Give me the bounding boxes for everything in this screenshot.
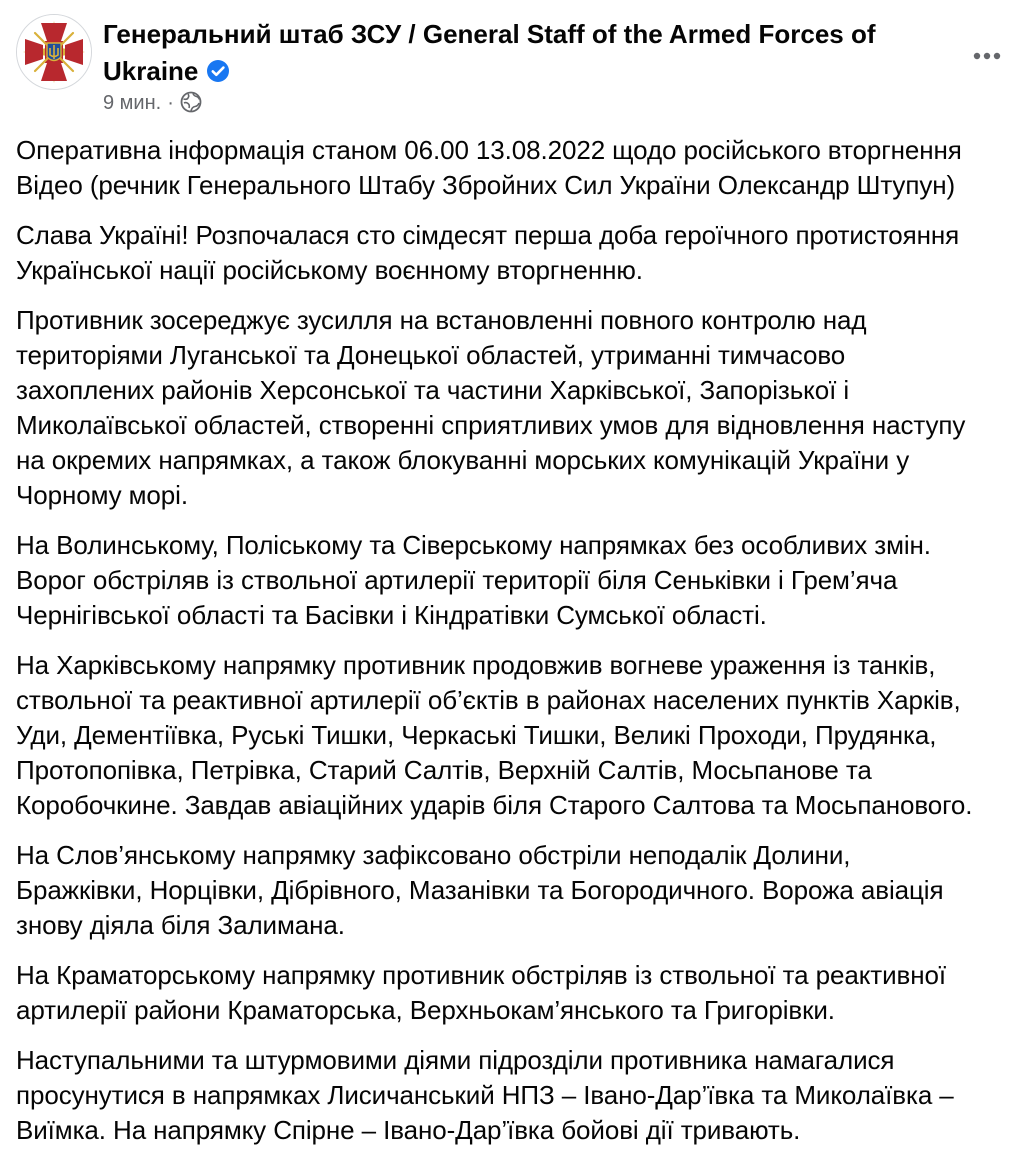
post-paragraph: Противник зосереджує зусилля на встановленні повного контролю над територіями Луганської та Донецької областей, утриманні тимчасово захоплених районів Херсонської та частини Харківської, Запорізької і Миколаївської областей, створенні сприятливих умов для відновлення наступу на окремих напрямках, а також блокуванні морських комунікацій України у Чорному морі. bbox=[16, 305, 966, 510]
armed-forces-emblem-icon bbox=[17, 15, 91, 89]
post-paragraph: Слава Україні! Розпочалася сто сімдесят перша доба героїчного протистояння Української нації російському воєнному вторгненню. bbox=[16, 220, 960, 285]
post-paragraph: Оперативна інформація станом 06.00 13.08.2022 щодо російського вторгнення Відео (речник Генерального Штабу Збройних Сил України Олександр Штупун) bbox=[16, 135, 962, 200]
meta-separator: · bbox=[167, 92, 174, 114]
more-options-button[interactable] bbox=[965, 34, 1009, 78]
post-paragraph: На Краматорському напрямку противник обстріляв із ствольної та реактивної артилерії райони Краматорська, Верхньокам’янського та Григорівки. bbox=[16, 960, 946, 1025]
post-meta bbox=[103, 90, 202, 116]
post-header bbox=[16, 14, 1009, 118]
post-paragraph: На Харківському напрямку противник продовжив вогневе ураження із танків, ствольної та реактивної артилерії об’єктів в районах населених пунктів Харків, Уди, Дементіївка, Руські Тишки, Черкаські Тишки, Великі Проходи, Прудянка, Протопопівка, Петрівка, Старий Салтів, Верхній Салтів, Мосьпанове та Коробочкине. Завдав авіаційних ударів біля Старого Салтова та Мосьпанового. bbox=[16, 650, 973, 820]
globe-icon[interactable] bbox=[180, 91, 202, 113]
post-paragraph: Наступальними та штурмовими діями підрозділи противника намагалися просунутися в напрямках Лисичанський НПЗ – Івано-Дар’ївка та Миколаївка – Виїмка. На напрямку Спірне – Івано-Дар’ївка бойові дії тривають. bbox=[16, 1045, 954, 1145]
page-avatar[interactable] bbox=[16, 14, 92, 90]
post-timestamp[interactable]: 9 мин. bbox=[103, 92, 162, 114]
post-paragraph: На Слов’янському напрямку зафіксовано обстріли неподалік Долини, Бражківки, Норцівки, Дібрівного, Мазанівки та Богородичного. Ворожа авіація знову діяла біля Залимана. bbox=[16, 840, 944, 940]
more-options-icon bbox=[973, 52, 1001, 60]
post-paragraph: На Волинському, Поліському та Сіверському напрямках без особливих змін. Ворог обстріляв із ствольної артилерії території біля Сеньківки і Грем’яча Чернігівської області та Басівки і Кіндратівки Сумської області. bbox=[16, 530, 931, 630]
page-name-link[interactable] bbox=[103, 16, 923, 90]
verified-badge-icon[interactable] bbox=[206, 56, 230, 80]
post-text bbox=[16, 133, 1014, 1163]
page-name-text: Генеральний штаб ЗСУ / General Staff of the Armed Forces of Ukraine bbox=[103, 19, 876, 86]
